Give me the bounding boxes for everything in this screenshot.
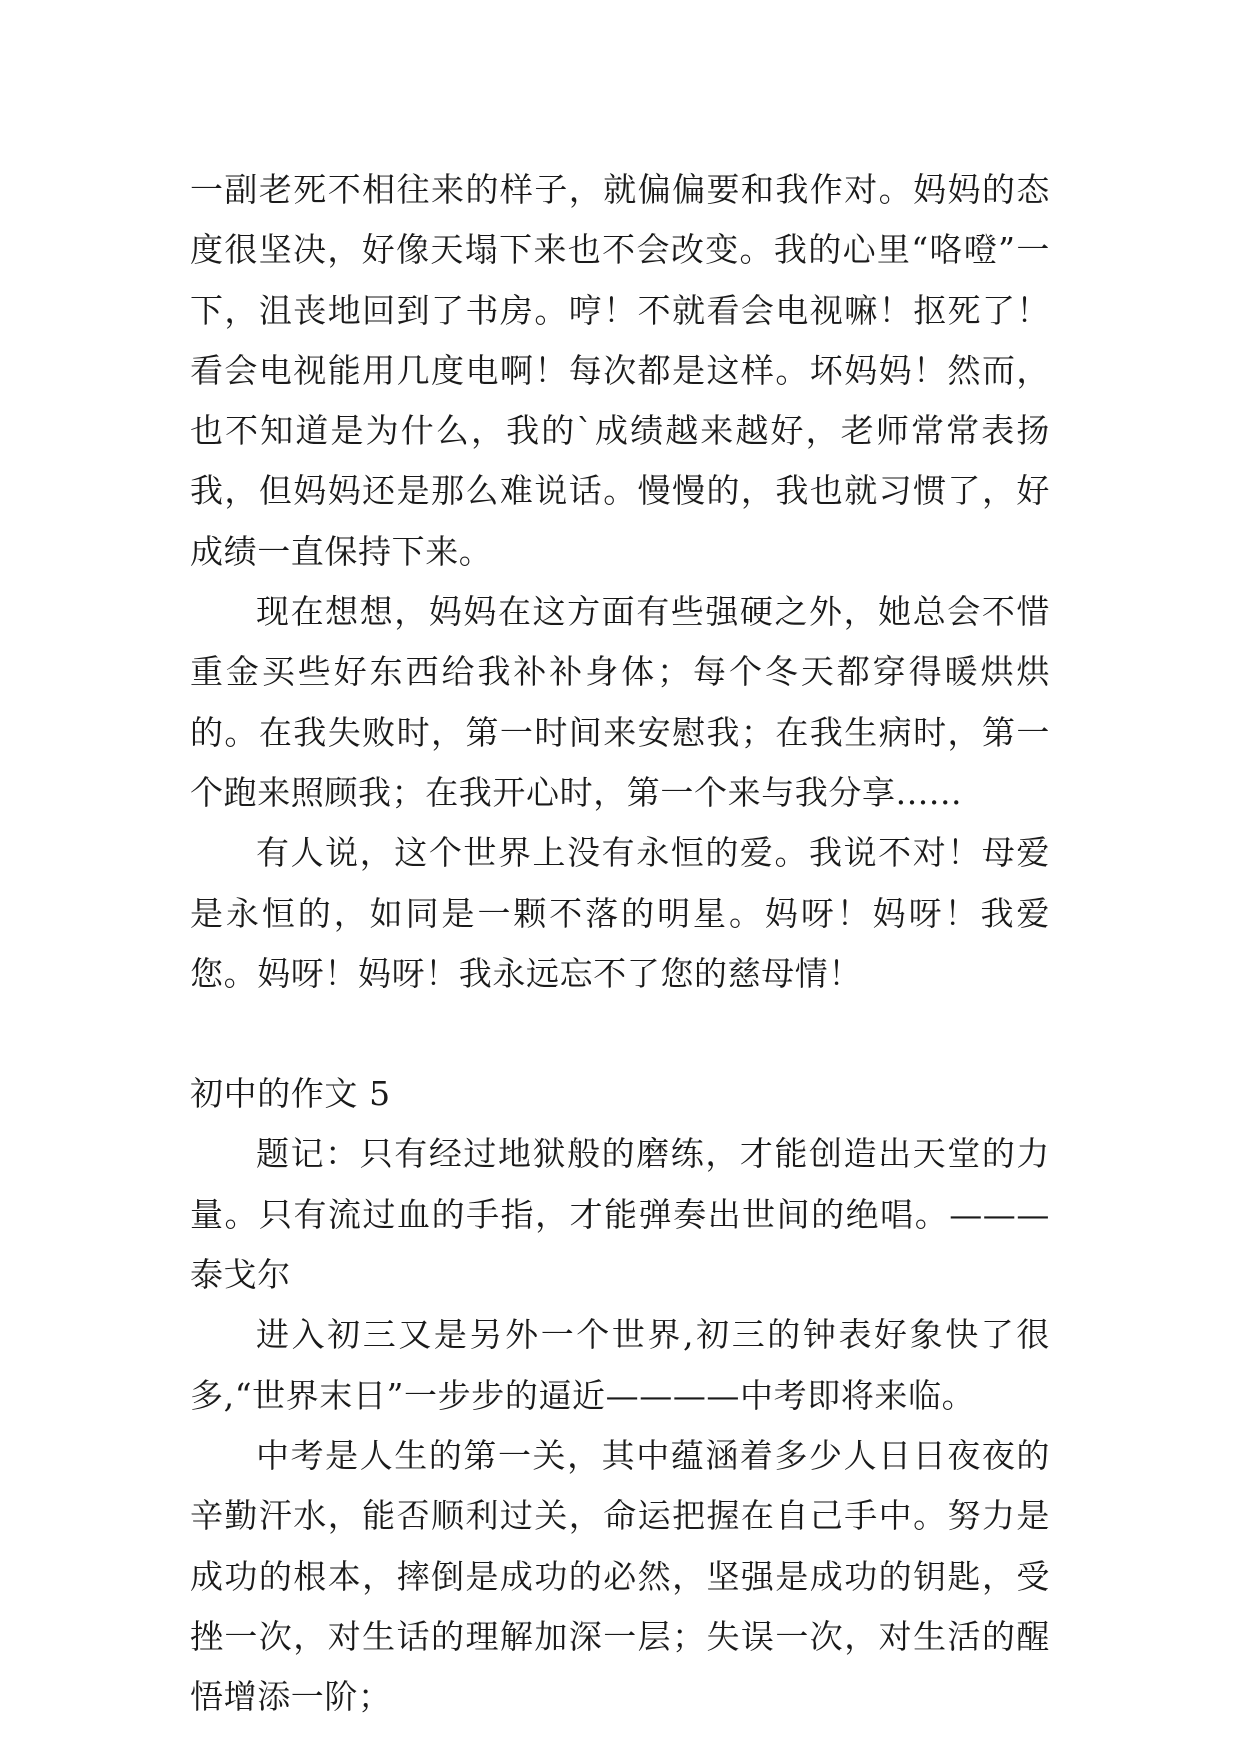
paragraph: 有人说，这个世界上没有永恒的爱。我说不对！母爱是永恒的，如同是一颗不落的明星。妈呀！妈呀！我爱您。妈呀！妈呀！我永远忘不了您的慈母情！ (190, 833, 1050, 993)
paragraph: 一副老死不相往来的样子，就偏偏要和我作对。妈妈的态度很坚决，好像天塌下来也不会改变。我的心里“咯噔”一下，沮丧地回到了书房。哼！不就看会电视嘛！抠死了！看会电视能用几度电啊！每次都是这样。坏妈妈！然而，也不知道是为什么，我的`成绩越来越好，老师常常表扬我，但妈妈还是那么难说话。慢慢的，我也就习惯了，好成绩一直保持下来。 (190, 170, 1050, 571)
paragraph: 题记：只有经过地狱般的磨练，才能创造出天堂的力量。只有流过血的手指，才能弹奏出世间的绝唱。———泰戈尔 (190, 1134, 1050, 1295)
section-spacer (190, 1004, 1050, 1064)
paragraph: 现在想想，妈妈在这方面有些强硬之外，她总会不惜重金买些好东西给我补补身体；每个冬天都穿得暖烘烘的。在我失败时，第一时间来安慰我；在我生病时，第一个跑来照顾我；在我开心时，第一个来与我分享...... (190, 592, 1050, 812)
paragraph: 中考是人生的第一关，其中蕴涵着多少人日日夜夜的辛勤汗水，能否顺利过关，命运把握在自己手中。努力是成功的根本，摔倒是成功的必然，坚强是成功的钥匙，受挫一次，对生话的理解加深一层；失误一次，对生活的醒悟增添一阶； (190, 1435, 1050, 1717)
section-title: 初中的作文 5 (190, 1074, 391, 1114)
document-body (190, 160, 1050, 1727)
paragraph: 进入初三又是另外一个世界,初三的钟表好象快了很多,“世界末日”一步步的逼近————中考即将来临。 (190, 1315, 1050, 1415)
